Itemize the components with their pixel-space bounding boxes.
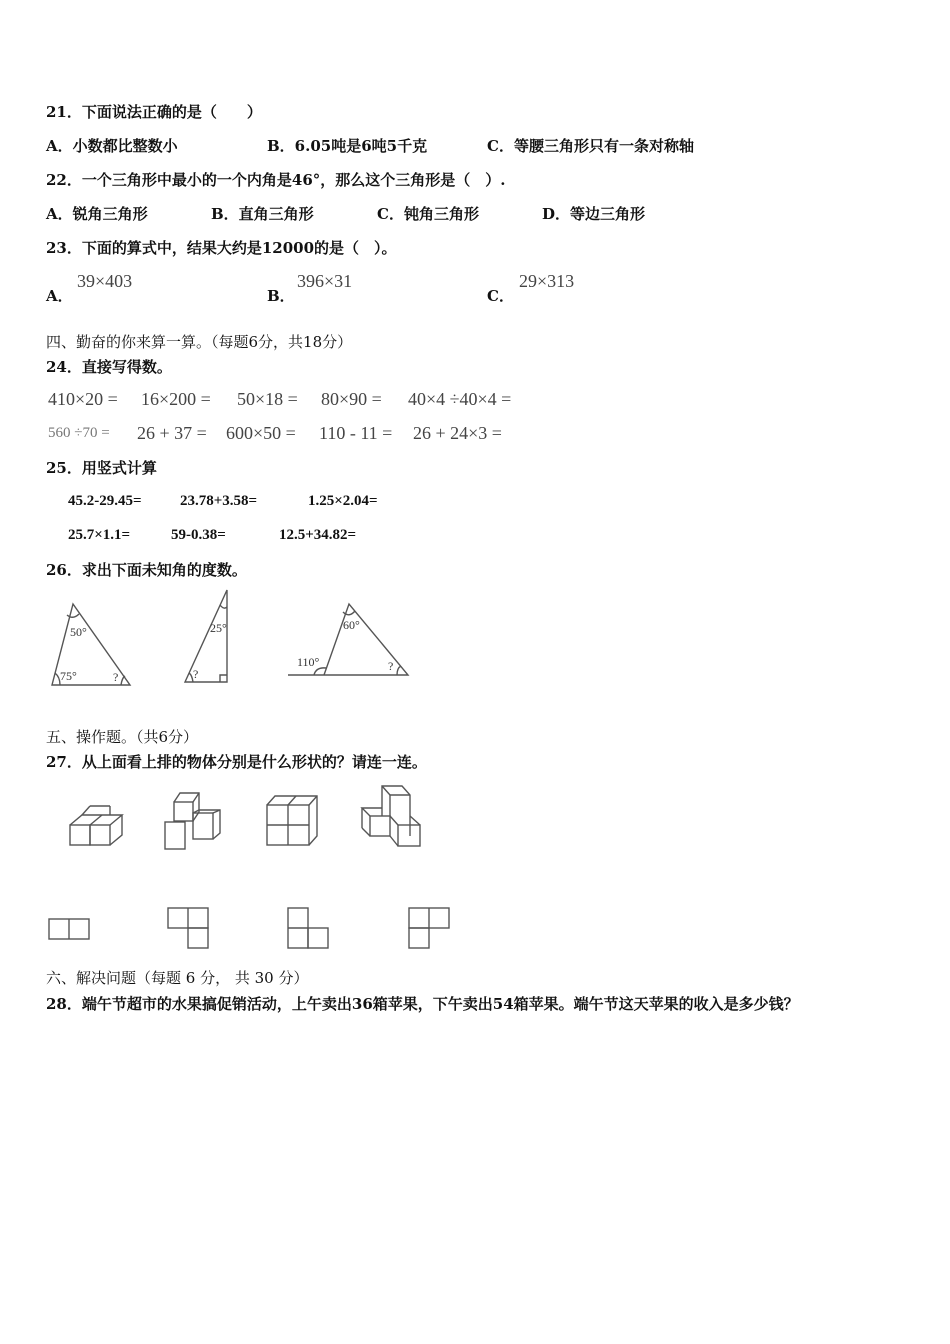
top-view-4[interactable] (409, 908, 449, 948)
q25-r1-2: 23.78+3.58= (180, 493, 258, 509)
q25-r2-3: 12.5+34.82= (279, 527, 357, 543)
q23-stem: 23．下面的算式中，结果大约是12000的是（ ）。 (46, 239, 397, 257)
section-5-heading: 五、操作题。（共6分） (46, 728, 199, 746)
q26-stem: 26．求出下面未知角的度数。 (46, 561, 247, 579)
cube-solid-3[interactable] (267, 796, 317, 845)
t2-top-angle: 25° (210, 621, 227, 635)
q23-expr-b: 396×31 (297, 271, 353, 291)
q25-stem: 25．用竖式计算 (46, 459, 157, 477)
q25-r1-3: 1.25×2.04= (308, 493, 378, 509)
q24-r2-1: 560 ÷70 = (48, 425, 110, 441)
q25-r2-1: 25.7×1.1= (68, 527, 131, 543)
cube-solid-1[interactable] (70, 806, 122, 845)
t1-left-angle: 75° (60, 669, 77, 683)
q22-stem: 22．一个三角形中最小的一个内角是46°，那么这个三角形是（ ）. (46, 171, 506, 189)
q21-option-c: C．等腰三角形只有一条对称轴 (487, 137, 694, 155)
q22-option-a: A．锐角三角形 (46, 205, 148, 223)
q24-r2-2: 26 + 37 = (137, 423, 207, 443)
top-view-1[interactable] (49, 919, 89, 939)
t1-right-angle: ? (113, 670, 119, 684)
t3-exterior-angle: 110° (297, 655, 320, 669)
q22-option-c: C．钝角三角形 (377, 205, 479, 223)
q24-r1-2: 16×200 = (141, 389, 211, 409)
cube-solid-4[interactable] (362, 786, 420, 846)
q23-label-a: A． (46, 287, 73, 305)
q23-expr-c: 29×313 (519, 271, 575, 291)
q23-label-c: C． (487, 287, 514, 305)
top-view-3[interactable] (288, 908, 328, 948)
section-4-heading: 四、勤奋的你来算一算。（每题6分，共18分） (46, 333, 353, 351)
q24-r1-1: 410×20 = (48, 389, 118, 409)
q22-option-b: B．直角三角形 (211, 205, 314, 223)
q27-stem: 27．从上面看上排的物体分别是什么形状的？请连一连。 (46, 753, 427, 771)
t3-top-angle: 60° (343, 618, 360, 632)
q23-expr-a: 39×403 (77, 271, 133, 291)
q28-stem: 28．端午节超市的水果搞促销活动，上午卖出36箱苹果，下午卖出54箱苹果。端午节这天苹果的收入是多少钱？ (46, 995, 799, 1013)
q21-option-a: A．小数都比整数小 (46, 137, 178, 155)
q21-option-b: B．6.05吨是6吨5千克 (267, 137, 428, 155)
t1-top-angle: 50° (70, 625, 87, 639)
q22-option-d: D．等边三角形 (542, 205, 646, 223)
q24-r1-3: 50×18 = (237, 389, 298, 409)
q25-r2-2: 59-0.38= (171, 527, 226, 543)
q23-label-b: B． (267, 287, 295, 305)
q24-r1-5: 40×4 ÷40×4 = (408, 389, 512, 409)
q21-stem: 21．下面说法正确的是（ ） (46, 103, 262, 121)
t2-bottom-angle: ? (193, 667, 199, 681)
q24-r2-5: 26 + 24×3 = (413, 423, 502, 443)
section-6-heading: 六、解决问题（每题 6 分， 共 30 分） (46, 969, 309, 987)
cube-solid-2[interactable] (165, 793, 220, 849)
q25-r1-1: 45.2-29.45= (68, 493, 142, 509)
q24-r2-4: 110 - 11 = (319, 423, 393, 443)
t3-right-angle: ? (388, 659, 394, 673)
top-view-2[interactable] (168, 908, 208, 948)
q24-stem: 24．直接写得数。 (46, 358, 172, 376)
q24-r1-4: 80×90 = (321, 389, 382, 409)
q24-r2-3: 600×50 = (226, 423, 296, 443)
